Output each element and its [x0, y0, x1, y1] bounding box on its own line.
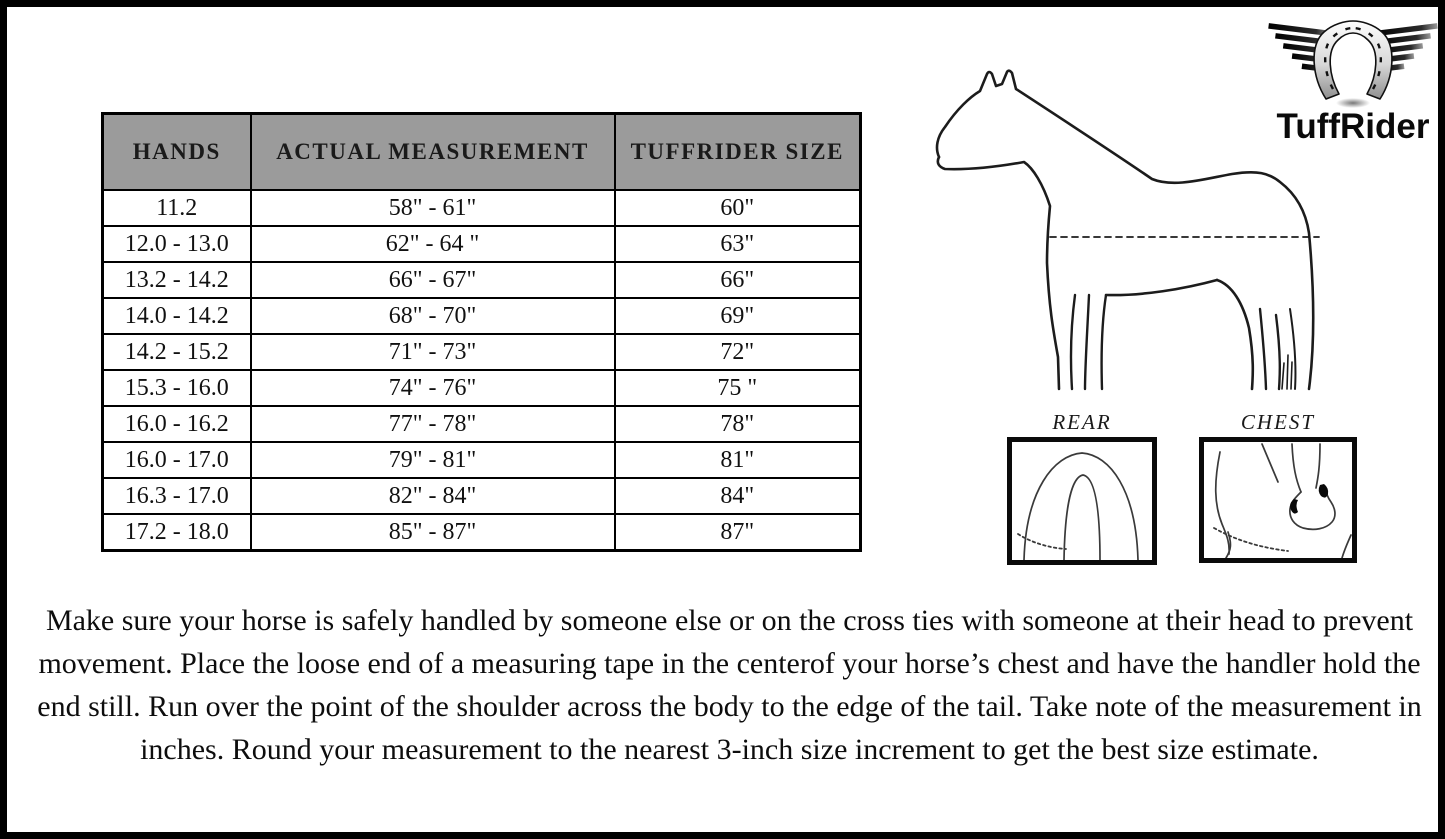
brand-name: TuffRider	[1276, 107, 1430, 146]
header-hands: HANDS	[103, 114, 251, 191]
size-table-body	[103, 190, 861, 551]
table-row	[103, 334, 861, 370]
table-cell: 74" - 76"	[251, 370, 615, 406]
table-row	[103, 514, 861, 551]
table-row	[103, 442, 861, 478]
table-row	[103, 406, 861, 442]
table-cell: 66" - 67"	[251, 262, 615, 298]
rear-view-drawing	[1012, 442, 1152, 560]
table-row	[103, 298, 861, 334]
table-cell: 77" - 78"	[251, 406, 615, 442]
table-cell: 79" - 81"	[251, 442, 615, 478]
table-row	[103, 226, 861, 262]
table-cell: 13.2 - 14.2	[103, 262, 251, 298]
table-cell: 82" - 84"	[251, 478, 615, 514]
table-cell: 16.0 - 16.2	[103, 406, 251, 442]
table-cell: 69"	[615, 298, 861, 334]
measuring-instructions: Make sure your horse is safely handled by someone else or on the cross ties with someone at their head to prevent movement. Place the loose end of a measuring tape in the centerof your horse’s chest and have the handler hold the end still. Run over the point of the shoulder across the body to the edge of the tail. Take note of the measurement in inches. Round your measurement to the nearest 3-inch size increment to get the best size estimate.	[37, 604, 1422, 766]
rear-diagram-box	[1007, 437, 1157, 565]
table-cell: 68" - 70"	[251, 298, 615, 334]
table-cell: 15.3 - 16.0	[103, 370, 251, 406]
table-row	[103, 478, 861, 514]
table-cell: 14.0 - 14.2	[103, 298, 251, 334]
chest-view-drawing	[1204, 442, 1352, 558]
table-cell: 17.2 - 18.0	[103, 514, 251, 551]
table-cell: 63"	[615, 226, 861, 262]
header-actual-measurement: ACTUAL MEASUREMENT	[251, 114, 615, 191]
table-cell: 58" - 61"	[251, 190, 615, 226]
table-cell: 87"	[615, 514, 861, 551]
table-row	[103, 190, 861, 226]
table-cell: 84"	[615, 478, 861, 514]
table-cell: 71" - 73"	[251, 334, 615, 370]
table-cell: 72"	[615, 334, 861, 370]
header-tuffrider-size: TUFFRIDER SIZE	[615, 114, 861, 191]
left-nostril	[1290, 499, 1298, 514]
table-cell: 60"	[615, 190, 861, 226]
table-cell: 66"	[615, 262, 861, 298]
table-header-row	[103, 114, 861, 191]
table-cell: 75 "	[615, 370, 861, 406]
table-row	[103, 370, 861, 406]
table-cell: 11.2	[103, 190, 251, 226]
chest-diagram-box	[1199, 437, 1357, 563]
horse-outline-drawing	[912, 57, 1352, 397]
table-cell: 78"	[615, 406, 861, 442]
table-cell: 14.2 - 15.2	[103, 334, 251, 370]
table-cell: 12.0 - 13.0	[103, 226, 251, 262]
table-row	[103, 262, 861, 298]
right-nostril	[1319, 484, 1328, 498]
rear-label: REAR	[1052, 410, 1112, 434]
table-cell: 16.3 - 17.0	[103, 478, 251, 514]
table-cell: 16.0 - 17.0	[103, 442, 251, 478]
table-cell: 85" - 87"	[251, 514, 615, 551]
table-header	[103, 114, 861, 191]
table-cell: 81"	[615, 442, 861, 478]
chest-label: CHEST	[1240, 410, 1316, 434]
size-chart-table	[101, 112, 862, 552]
table-cell: 62" - 64 "	[251, 226, 615, 262]
